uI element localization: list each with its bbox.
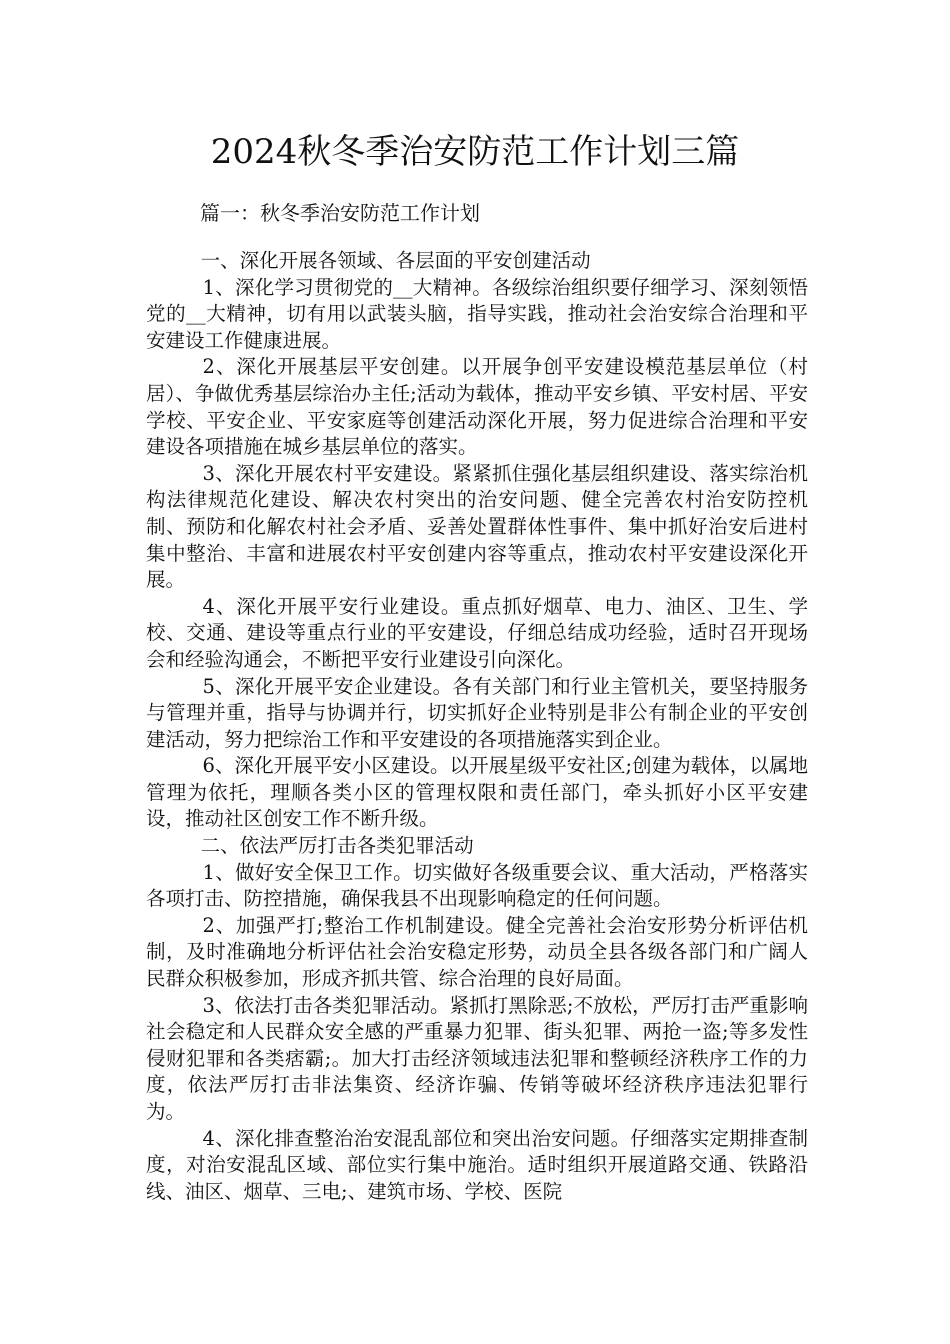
paragraph: 4、深化排查整治治安混乱部位和突出治安问题。仔细落实定期排查制度，对治安混乱区域、部位实行集中施治。适时组织开展道路交通、铁路沿线、油区、烟草、三电;、建筑市场、学校、医院 [146,1126,808,1203]
paragraph: 3、依法打击各类犯罪活动。紧抓打黑除恶;不放松，严厉打击严重影响社会稳定和人民群众安全感的严重暴力犯罪、街头犯罪、两抢一盗;等多发性侵财犯罪和各类痞霸;。加大打击经济领域违法犯罪和整顿经济秩序工作的力度，依法严厉打击非法集资、经济诈骗、传销等破坏经济秩序违法犯罪行为。 [146,993,808,1123]
paragraph: 2、加强严打;整治工作机制建设。健全完善社会治安形势分析评估机制，及时准确地分析评估社会治安稳定形势，动员全县各级各部门和广阔人民群众积极参加，形成齐抓共管、综合治理的良好局面。 [146,913,808,991]
section-heading: 一、深化开展各领域、各层面的平安创建活动 [200,249,591,272]
section-heading: 二、依法严厉打击各类犯罪活动 [200,834,474,858]
paragraph: 3、深化开展农村平安建设。紧紧抓住强化基层组织建设、落实综治机构法律规范化建设、解决农村突出的治安问题、健全完善农村治安防控机制、预防和化解农村社会矛盾、妥善处置群体性事件、集中抓好治安后进村集中整治、丰富和进展农村平安创建内容等重点，推动农村平安建设深化开展。 [146,461,808,592]
document-subtitle: 篇一：秋冬季治安防范工作计划 [200,201,480,225]
document-body [146,248,808,1205]
paragraph: 1、深化学习贯彻党的__大精神。各级综治组织要仔细学习、深刻领悟党的__大精神，切有用以武装头脑，指导实践，推动社会治安综合治理和平安建设工作健康进展。 [146,275,808,352]
paragraph: 4、深化开展平安行业建设。重点抓好烟草、电力、油区、卫生、学校、交通、建设等重点行业的平安建设，仔细总结成功经验，适时召开现场会和经验沟通会，不断把平安行业建设引向深化。 [146,594,808,671]
document-title: 2024秋冬季治安防范工作计划三篇 [210,132,740,172]
paragraph: 6、深化开展平安小区建设。以开展星级平安社区;创建为载体，以属地管理为依托，理顺各类小区的管理权限和责任部门，牵头抓好小区平安建设，推动社区创安工作不断升级。 [146,754,808,831]
paragraph: 1、做好安全保卫工作。切实做好各级重要会议、重大活动，严格落实各项打击、防控措施，确保我县不出现影响稳定的任何问题。 [146,860,808,911]
paragraph: 5、深化开展平安企业建设。各有关部门和行业主管机关，要坚持服务与管理并重，指导与协调并行，切实抓好企业特别是非公有制企业的平安创建活动，努力把综治工作和平安建设的各项措施落实到企业。 [146,674,808,751]
paragraph: 2、深化开展基层平安创建。以开展争创平安建设模范基层单位（村居）、争做优秀基层综治办主任;活动为载体，推动平安乡镇、平安村居、平安学校、平安企业、平安家庭等创建活动深化开展，努力促进综合治理和平安建设各项措施在城乡基层单位的落实。 [146,355,808,459]
